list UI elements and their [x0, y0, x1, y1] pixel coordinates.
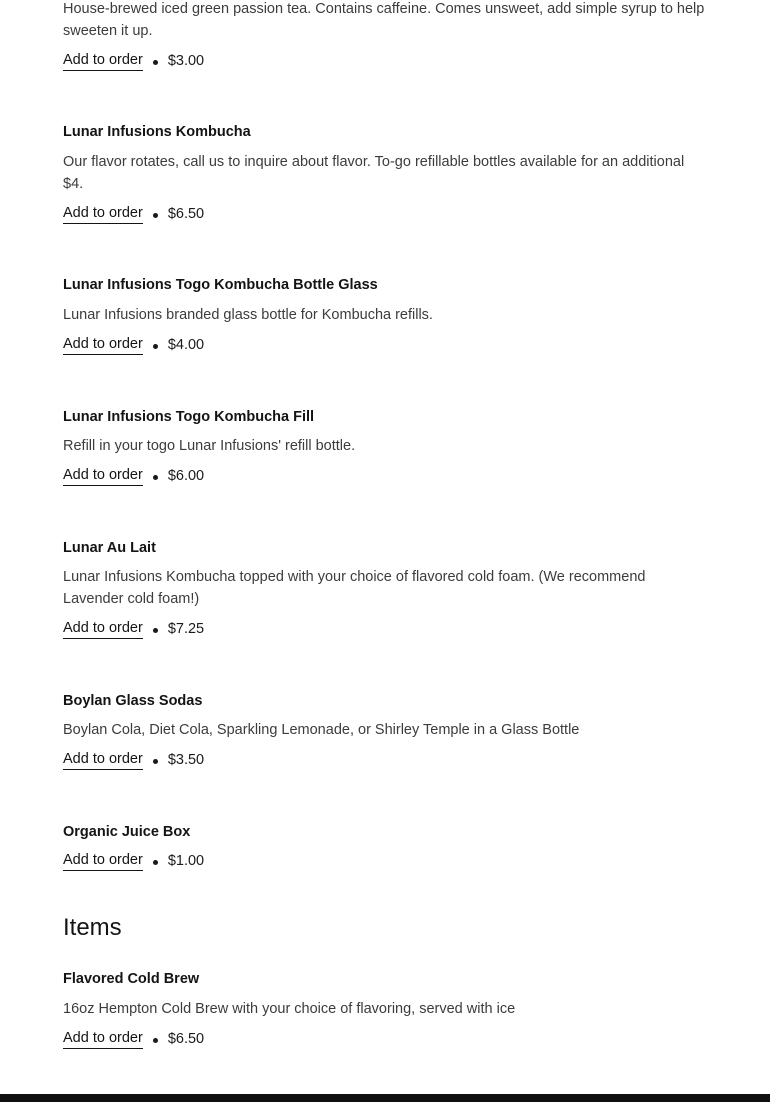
item-order-row	[63, 1028, 708, 1050]
item-name: Boylan Glass Sodas	[63, 693, 203, 709]
add-to-order-link[interactable]: Add to order	[63, 851, 143, 871]
add-to-order-link[interactable]: Add to order	[63, 204, 143, 224]
separator-dot	[153, 628, 158, 633]
item-description: Refill in your togo Lunar Infusions' refill bottle.	[63, 438, 356, 454]
menu-item-juice-box	[63, 822, 708, 872]
item-name: Lunar Infusions Togo Kombucha Fill	[63, 409, 315, 425]
add-to-order-link[interactable]: Add to order	[63, 750, 143, 770]
section-title: Items	[63, 914, 122, 941]
add-to-order-link[interactable]: Add to order	[63, 619, 143, 639]
item-price: $3.50	[167, 752, 205, 768]
item-order-row	[63, 203, 708, 225]
item-name: Organic Juice Box	[63, 824, 191, 840]
separator-dot	[153, 60, 158, 65]
item-name: Lunar Infusions Togo Kombucha Bottle Glass	[63, 277, 378, 293]
menu-item-kombucha	[63, 122, 708, 225]
menu-item-au-lait	[63, 538, 708, 640]
item-description: House-brewed iced green passion tea. Contains caffeine. Comes unsweet, add simple syrup to help sweeten it up.	[63, 1, 705, 39]
menu-item-boylan-sodas	[63, 691, 708, 771]
item-order-row	[63, 334, 708, 356]
item-order-row	[63, 618, 708, 640]
item-name: Lunar Au Lait	[63, 540, 156, 556]
menu-item-iced-passion-tea	[63, 0, 708, 72]
separator-dot	[153, 213, 158, 218]
item-price: $6.00	[167, 468, 205, 484]
item-price: $1.00	[167, 853, 205, 869]
separator-dot	[153, 344, 158, 349]
item-price: $6.50	[167, 1031, 205, 1047]
separator-dot	[153, 860, 158, 865]
item-name: Flavored Cold Brew	[63, 971, 200, 987]
menu-item-kombucha-bottle	[63, 275, 708, 356]
item-order-row	[63, 749, 708, 771]
item-order-row	[63, 850, 708, 872]
item-description: 16oz Hempton Cold Brew with your choice of flavoring, served with ice	[63, 1001, 516, 1017]
item-price: $4.00	[167, 337, 205, 353]
item-name: Lunar Infusions Kombucha	[63, 124, 251, 140]
item-description: Lunar Infusions Kombucha topped with your choice of flavored cold foam. (We recommend Lavender cold foam!)	[63, 569, 646, 607]
item-price: $6.50	[167, 206, 205, 222]
add-to-order-link[interactable]: Add to order	[63, 51, 143, 71]
add-to-order-link[interactable]: Add to order	[63, 335, 143, 355]
item-description: Our flavor rotates, call us to inquire about flavor. To-go refillable bottles available for an additional $4.	[63, 154, 685, 192]
item-order-row	[63, 50, 708, 72]
item-price: $3.00	[167, 53, 205, 69]
item-description: Lunar Infusions branded glass bottle for Kombucha refills.	[63, 307, 433, 323]
separator-dot	[153, 759, 158, 764]
item-order-row	[63, 465, 708, 487]
menu-item-flavored-cold-brew	[63, 969, 708, 1050]
item-description: Boylan Cola, Diet Cola, Sparkling Lemonade, or Shirley Temple in a Glass Bottle	[63, 722, 580, 738]
item-price: $7.25	[167, 621, 205, 637]
add-to-order-link[interactable]: Add to order	[63, 1029, 143, 1049]
separator-dot	[153, 1038, 158, 1043]
separator-dot	[153, 475, 158, 480]
add-to-order-link[interactable]: Add to order	[63, 466, 143, 486]
menu-item-kombucha-fill	[63, 407, 708, 487]
footer-bar	[0, 1094, 770, 1102]
